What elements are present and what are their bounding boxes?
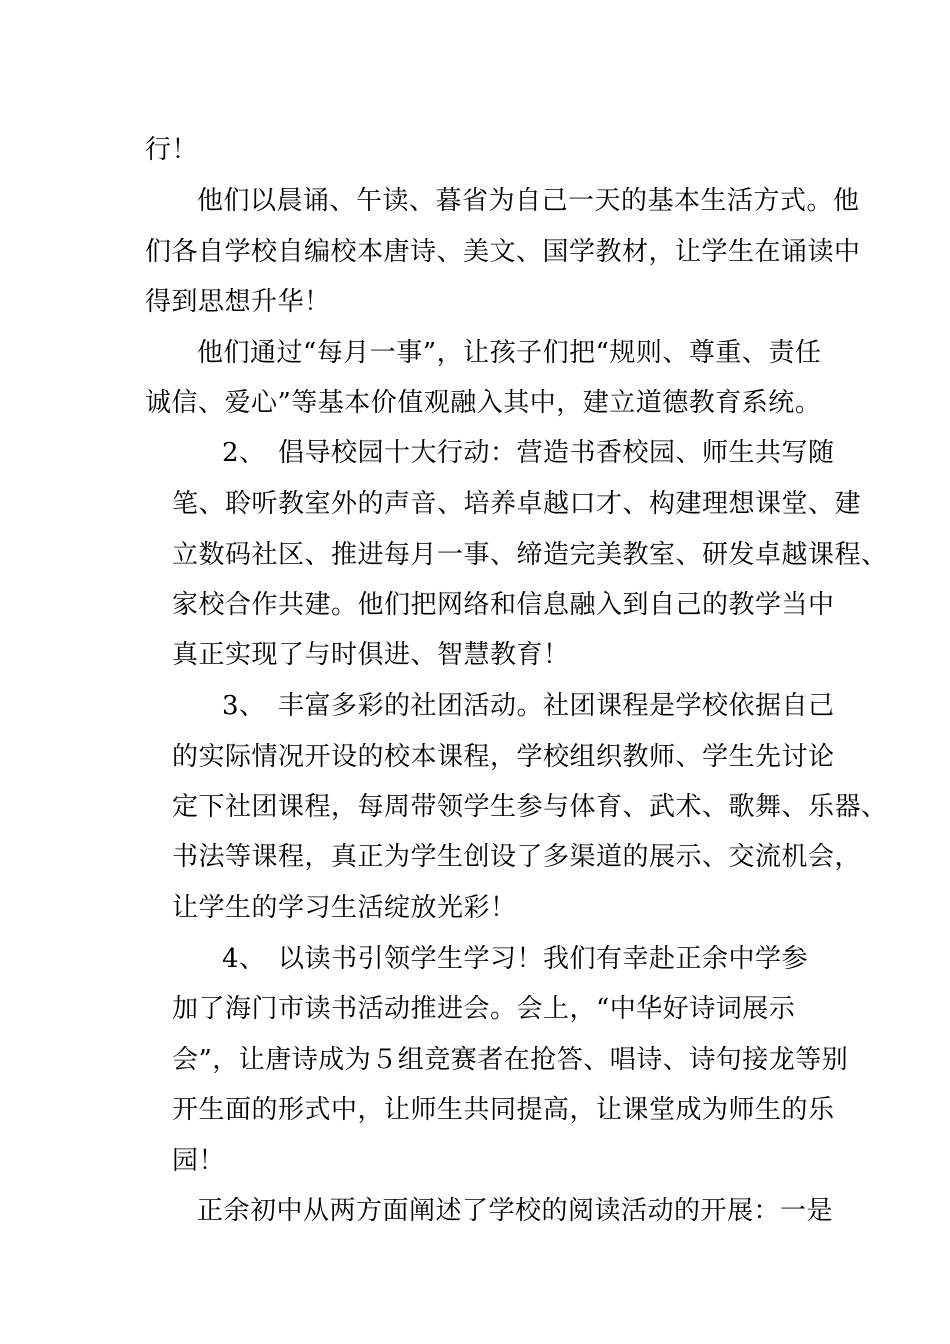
list-item-line: 的实际情况开设的校本课程，学校组织教师、学生先讨论	[172, 742, 835, 772]
paragraph-line: 他们以晨诵、午读、暮省为自己一天的基本生活方式。他	[197, 186, 860, 216]
list-item-number: 4、	[222, 944, 266, 974]
list-item-line: 园！	[172, 1146, 226, 1176]
list-item-number: 3、	[222, 691, 266, 721]
list-item-line: 以读书引领学生学习！我们有幸赴正余中学参	[278, 944, 809, 974]
text-line: 行！	[145, 135, 199, 165]
list-item-line: 家校合作共建。他们把网络和信息融入到自己的教学当中	[172, 590, 835, 620]
paragraph-line: 诚信、爱心”等基本价值观融入其中，建立道德教育系统。	[145, 388, 822, 418]
list-item-line: 开生面的形式中，让师生共同提高，让课堂成为师生的乐	[172, 1095, 835, 1125]
list-item-number: 2、	[222, 438, 266, 468]
list-item-line: 丰富多彩的社团活动。社团课程是学校依据自己	[278, 691, 835, 721]
paragraph-line: 正余初中从两方面阐述了学校的阅读活动的开展：一是	[197, 1196, 834, 1226]
list-item-line: 书法等课程，真正为学生创设了多渠道的展示、交流机会，	[172, 842, 862, 872]
list-item-line: 立数码社区、推进每月一事、缔造完美教室、研发卓越课程、	[172, 540, 888, 570]
list-item-line: 真正实现了与时俱进、智慧教育！	[172, 640, 570, 670]
list-item-line: 会”，让唐诗成为５组竞赛者在抢答、唱诗、诗句接龙等别	[172, 1045, 849, 1075]
list-item-line: 笔、聆听教室外的声音、培养卓越口才、构建理想课堂、建	[172, 489, 862, 519]
list-item-line: 倡导校园十大行动：营造书香校园、师生共写随	[278, 438, 835, 468]
list-item-line: 加了海门市读书活动推进会。会上，“中华好诗词展示	[172, 994, 796, 1024]
paragraph-line: 们各自学校自编校本唐诗、美文、国学教材，让学生在诵读中	[145, 237, 861, 267]
paragraph-line: 得到思想升华！	[145, 287, 331, 317]
paragraph-line: 他们通过“每月一事”，让孩子们把“规则、尊重、责任	[197, 338, 822, 368]
list-item-line: 让学生的学习生活绽放光彩！	[172, 893, 517, 923]
list-item-line: 定下社团课程，每周带领学生参与体育、武术、歌舞、乐器、	[172, 792, 888, 822]
